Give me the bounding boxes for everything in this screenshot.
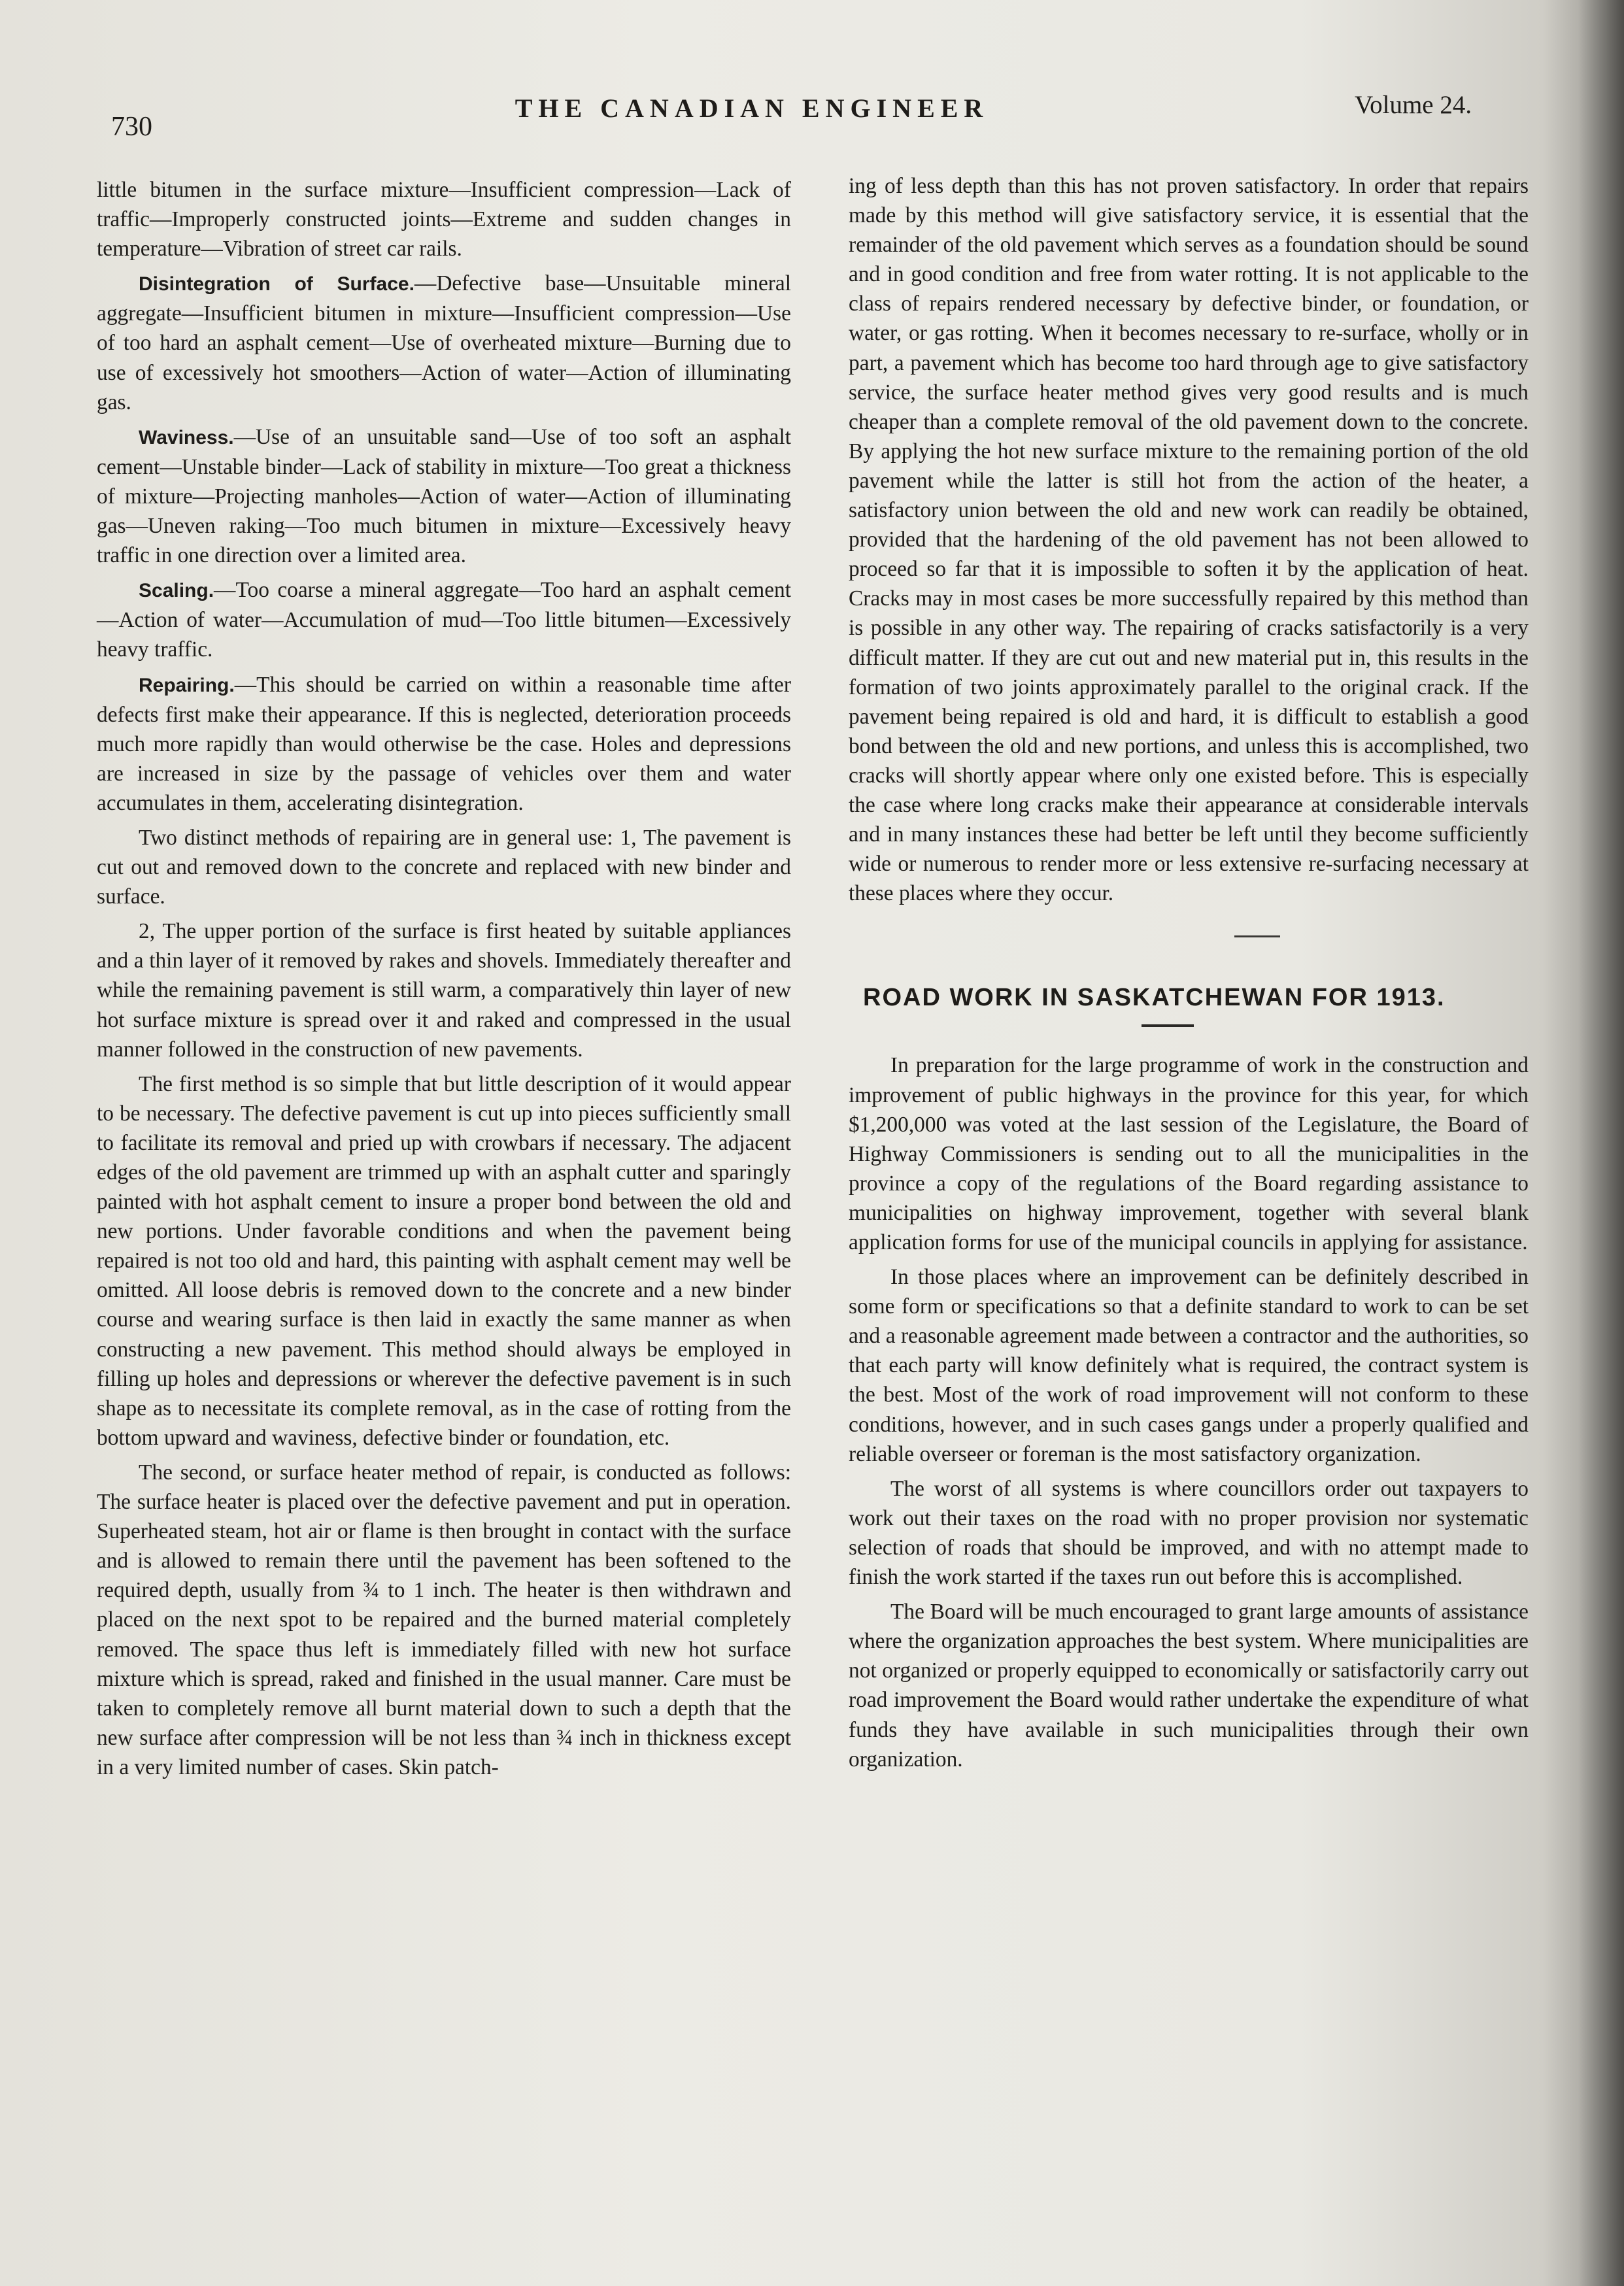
volume-label: Volume 24. <box>1355 91 1472 119</box>
paragraph <box>97 269 791 416</box>
article-title: ROAD WORK IN SASKATCHEWAN FOR 1913. <box>863 984 1446 1012</box>
paragraph-text: —This should be carried on within a reasonable time after defects first make their appearance. If this is neglected, deterioration proceeds much more rapidly than would otherwise be the case. Holes and depressions are increased in size by the passage of vehicles over them and water accumulates in them, accelerating disintegration. <box>97 672 791 815</box>
paragraph <box>97 422 791 570</box>
paragraph: ing of less depth than this has not proven satisfactory. In order that repairs made by this method will give satisfactory service, it is essential that the remainder of the old pavement which serves as a foundation should be sound and in good condition and free from water rotting. It is not applicable to the class of repairs rendered necessary by defective binder, or foundation, or water, or gas rotting. When it becomes necessary to re-surface, wholly or in part, a pavement which has become too hard through age to give satisfactory service, the surface heater method gives very good results and is much cheaper than a complete removal of the old pavement down to the concrete. By applying the hot new surface mixture to the remaining portion of the old pavement while the latter is still hot from the action of the heater, a satisfactory union between the old and new work can readily be obtained, provided that the hardening of the old pavement has not been allowed to proceed so far that it is impossible to soften it by the application of heat. Cracks may in most cases be more successfully repaired by this method than is possible in any other way. The repairing of cracks satisfactorily is a very difficult matter. If they are cut out and new material put in, this results in the formation of two joints approximately parallel to the original crack. If the pavement being repaired is old and hard, it is difficult to establish a good bond between the old and new portions, and unless this is accomplished, two cracks will shortly appear where only one existed before. This is especially the case where long cracks make their appearance at considerable intervals and in many instances these had better be left until they become sufficiently wide or numerous to render more or less extensive re-surfacing necessary at these places where they occur. <box>849 174 1529 906</box>
paragraph <box>97 670 791 818</box>
paragraph-text: —Defective base—Unsuitable mineral aggregate—Insufficient bitumen in mixture—Insufficient compression—Use of too hard an asphalt cement—Use of overheated mixture—Burning due to use of excessively hot smoothers—Action of water—Action of illuminating gas. <box>97 271 791 414</box>
paragraph <box>97 575 791 664</box>
binding-shadow <box>1578 0 1624 2286</box>
paragraph: little bitumen in the surface mixture—Insufficient compression—Lack of traffic—Improperly constructed joints—Extreme and sudden changes in temperature—Vibration of street car rails. <box>97 178 791 261</box>
paragraph: The second, or surface heater method of repair, is conducted as follows: The surface heater is placed over the defective pavement and put in operation. Superheated steam, hot air or flame is then brought in contact with the surface and is allowed to remain there until the pavement has been softened to the required depth, usually from ¾ to 1 inch. The heater is then withdrawn and placed on the next spot to be repaired and the burned material completely removed. The space thus left is immediately filled with new hot surface mixture which is spread, raked and finished in the usual manner. Care must be taken to completely remove all burnt material down to such a depth that the new surface after compression will be not less than ¾ inch in thickness except in a very limited number of cases. Skin patch- <box>97 1460 791 1779</box>
right-column <box>849 171 1529 1779</box>
page-number: 730 <box>111 112 152 142</box>
title-rule <box>1142 1024 1194 1027</box>
subheading: Waviness. <box>139 426 234 448</box>
paragraph: 2, The upper portion of the surface is first heated by suitable appliances and a thin layer of it removed by rakes and shovels. Immediately thereafter and while the remaining pavement is still warm, a comparatively thin layer of new hot surface mixture is spread over it and raked and compressed in the usual manner followed in the construction of new pavements. <box>97 919 791 1062</box>
paragraph-text: —Too coarse a mineral aggregate—Too hard an asphalt cement—Action of water—Accumulation of mud—Too little bitumen—Excessively heavy traffic. <box>97 578 791 662</box>
paragraph: Two distinct methods of repairing are in general use: 1, The pavement is cut out and removed down to the concrete and replaced with new binder and surface. <box>97 825 791 909</box>
paragraph: In those places where an improvement can be definitely described in some form or specifications so that a definite standard to work to can be set and a reasonable agreement made between a contractor and the authorities, so that each party will know definitely what is required, the contract system is the best. Most of the work of road improvement will not conform to these conditions, however, and in such cases gangs under a properly qualified and reliable overseer or foreman is the most satisfactory organization. <box>849 1265 1529 1466</box>
subheading: Scaling. <box>139 580 214 602</box>
paragraph: In preparation for the large programme of work in the construction and improvement of public highways in the province for this year, for which $1,200,000 was voted at the last session of the Legislature, the Board of Highway Commissioners is sending out to all the municipalities in the province a copy of the regulations of the Board regarding assistance to municipalities on highway improvement, together with several blank application forms for use of the municipal councils in applying for assistance. <box>849 1053 1529 1254</box>
subheading: Disintegration of Surface. <box>139 273 414 295</box>
paragraph: The worst of all systems is where councillors order out taxpayers to work out their taxes on the road with no proper provision nor systematic selection of roads that should be improved, and with no attempt made to finish the work started if the taxes run out before this is accomplished. <box>849 1476 1529 1590</box>
paragraph-text: —Use of an unsuitable sand—Use of too soft an asphalt cement—Unstable binder—Lack of stability in mixture—Too great a thickness of mixture—Projecting manholes—Action of water—Action of illuminating gas—Uneven raking—Too much bitumen in mixture—Excessively heavy traffic in one direction over a limited area. <box>97 424 791 568</box>
paragraph: The first method is so simple that but little description of it would appear to be necessary. The defective pavement is cut up into pieces sufficiently small to facilitate its removal and pried up with crowbars if necessary. The adjacent edges of the old pavement are trimmed up with an asphalt cutter and sparingly painted with hot asphalt cement to insure a proper bond between the old and new portions. Under favorable conditions and when the pavement being repaired is not too old and hard, this painting with asphalt cement may well be omitted. All loose debris is removed down to the concrete and a new binder course and wearing surface is then laid in exactly the same manner as when constructing a new pavement. This method should always be employed in filling up holes and depressions or wherever the defective pavement is in such shape as to necessitate its complete removal, as in the case of rotting from the bottom upward and waviness, defective binder or foundation, etc. <box>97 1071 791 1450</box>
journal-title: THE CANADIAN ENGINEER <box>515 93 989 123</box>
paragraph: The Board will be much encouraged to grant large amounts of assistance where the organization approaches the best system. Where municipalities are not organized or properly equipped to economically or satisfactorily carry out road improvement the Board would rather undertake the expenditure of what funds they have available in such municipalities through their own organization. <box>849 1600 1529 1772</box>
page-header <box>0 85 1569 142</box>
left-column <box>97 175 791 1787</box>
section-divider <box>1234 935 1280 937</box>
subheading: Repairing. <box>139 674 235 696</box>
